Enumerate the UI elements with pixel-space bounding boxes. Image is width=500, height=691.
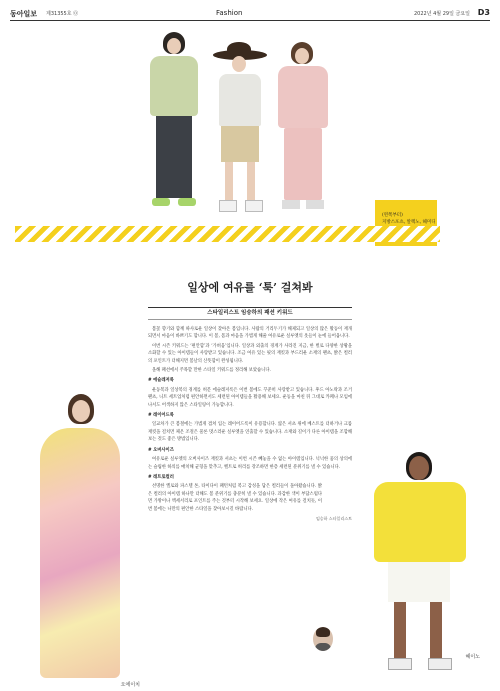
section-name: Fashion bbox=[216, 9, 243, 17]
article-subtitle: 스타일리스트 임승하의 패션 키워드 bbox=[148, 307, 352, 320]
section-paragraph: 운동복과 일상복의 경계를 허문 에슬레저룩은 이번 봄에도 꾸준히 사랑받고 있습니다. 후드 아노락과 조거 팬츠, 니트 세트업처럼 편안하면서도 세련된 아이템들을 활용해 보세요. 운동을 마친 뒤 그대로 카페나 모임에 나서도 어색하지 않은 스타일링이 가능합니다. bbox=[148, 387, 352, 408]
article-title: 일상에 여유를 ‘툭’ 걸쳐봐 bbox=[187, 281, 313, 294]
model-photo-halter-dress bbox=[20, 392, 140, 682]
photo-credit-left: 오에이치 bbox=[120, 682, 140, 688]
section-paragraph: 선명한 옐로와 파스텔 톤, 타이다이 패턴처럼 복고 감성을 담은 컬러들이 돌아왔습니다. 밝은 컬러의 아이템 하나만 더해도 봄 분위기를 충분히 낼 수 있습니다. 과감한 색이 부담스럽다면 가방이나 액세서리로 포인트를 주는 것부터 시작해 보세요. 일상에 작은 여유를 걸치듯, 이번 봄에는 나만의 편안한 스타일을 찾아보시길 바랍니다. bbox=[148, 484, 322, 512]
issue-date: 2022년 4월 29일 금요일 bbox=[413, 11, 470, 17]
page-number: D3 bbox=[477, 8, 490, 17]
photo-credit-right: 헤이노 bbox=[465, 654, 480, 660]
model-photo-hat bbox=[205, 40, 275, 220]
article-body bbox=[148, 326, 352, 524]
header-rule bbox=[10, 20, 490, 21]
model-photo-pink-set bbox=[268, 40, 338, 220]
caption-line: (왼쪽부터) bbox=[382, 213, 403, 218]
page-header bbox=[10, 7, 490, 21]
model-photo-yellow-jacket bbox=[358, 450, 486, 675]
author-avatar bbox=[313, 627, 333, 651]
section-heading: # 오버사이즈 bbox=[148, 447, 174, 453]
model-photo-anorak bbox=[140, 30, 210, 225]
section-heading: # 레이어드룩 bbox=[148, 413, 174, 419]
newspaper-logo: 동아일보 bbox=[10, 10, 38, 18]
intro-paragraph: 이번 시즌 키워드는 ‘편안함’과 ‘가벼움’입니다. 일상과 외출의 경계가 사라진 지금, 한 벌로 다양한 상황을 소화할 수 있는 아이템들이 사랑받고 있습니다. 조금 여유 있는 핏의 재킷과 부드러운 소재의 팬츠, 밝은 컬러의 포인트가 더해지면 봄날의 산뜻함이 완성됩니다. bbox=[148, 343, 352, 364]
section-paragraph: 일교차가 큰 봄철에는 가볍게 겹쳐 입는 레이어드룩이 유용합니다. 얇은 셔츠 위에 베스트를 더하거나 크롭 재킷을 걸치면 체온 조절은 물론 멋스러운 실루엣을 연출할 수 있습니다. 소재와 길이가 다른 아이템을 조합해 보는 것도 좋은 방법입니다. bbox=[148, 422, 352, 443]
section-heading: # 에슬레저룩 bbox=[148, 378, 174, 384]
issue-number: 제31355호 ⓪ bbox=[46, 11, 79, 17]
decorative-stripe-band bbox=[15, 226, 440, 242]
author-credit: 임승하 스타일리스트 bbox=[315, 515, 352, 521]
section-paragraph: 여유로운 실루엣의 오버사이즈 재킷과 셔츠는 이번 시즌 빼놓을 수 없는 아이템입니다. 넉넉한 품의 상의에는 슬림한 하의를 매치해 균형을 맞추고, 벨트로 허리를 강조하면 한층 세련된 분위기를 낼 수 있습니다. bbox=[148, 457, 352, 470]
intro-paragraph: 봄꽃 향기와 함께 따사로운 일상이 찾아온 봄입니다. 사람의 거리두기가 해제되고 일상의 많은 활동이 재개되면서 마음이 바쁘기도 합니다. 이 봄, 몸과 마음을 가볍게 해줄 여유로운 실루엣의 옷들이 눈에 들어옵니다. bbox=[148, 327, 352, 340]
caption-line: 지방스포츠, 알렉노, 헤미디 bbox=[382, 220, 436, 225]
section-heading: # 레트로컬러 bbox=[148, 474, 174, 480]
intro-paragraph: 올해 패션에서 주목할 만한 스타일 키워드를 정리해 보았습니다. bbox=[152, 368, 271, 374]
